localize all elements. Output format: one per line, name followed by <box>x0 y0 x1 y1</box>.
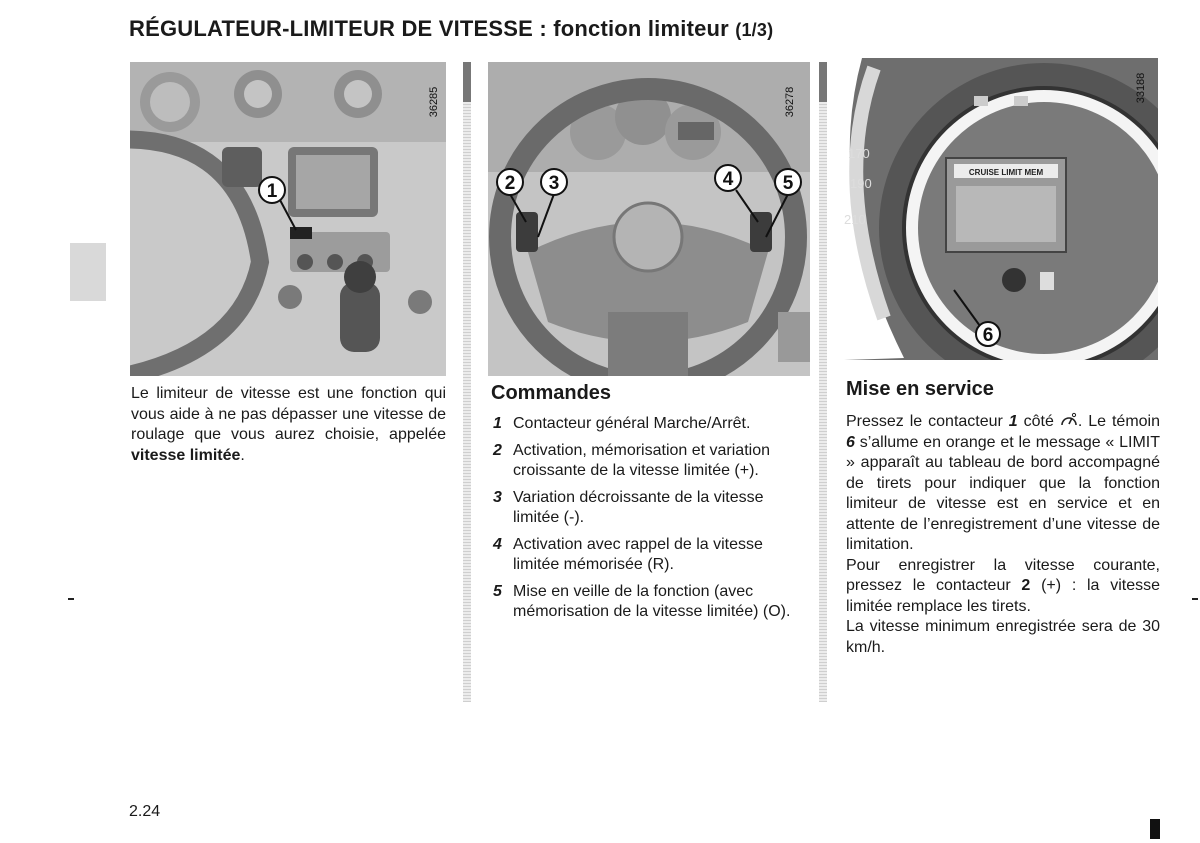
item-number: 4 <box>493 535 502 553</box>
item-text: Mise en veille de la fonction (avec mémorisation de la vitesse limitée) (O). <box>513 582 791 620</box>
list-item <box>491 535 811 576</box>
margin-mark-right <box>1192 598 1198 600</box>
title-part: (1/3) <box>735 20 774 40</box>
mise-en-service-p1 <box>846 412 1160 556</box>
dial-mark-170: 170 <box>848 146 870 161</box>
callout-5: 5 <box>782 173 794 194</box>
intro-period: . <box>240 446 245 464</box>
figure-id-33188: 33188 <box>1135 72 1147 104</box>
column-separator-1 <box>463 62 471 702</box>
p1-ref-1: 1 <box>1008 413 1018 430</box>
mise-en-service-heading: Mise en service <box>846 378 994 400</box>
section-tab <box>70 243 106 301</box>
item-number: 3 <box>493 488 502 506</box>
mise-en-service-text <box>846 412 1160 658</box>
title-main: RÉGULATEUR-LIMITEUR DE VITESSE : fonction limiteur <box>129 16 729 41</box>
callout-6: 6 <box>982 325 994 346</box>
list-item <box>491 488 811 529</box>
limiter-speedometer-icon <box>1060 412 1078 428</box>
dial-mark-210: 210 <box>844 212 866 227</box>
item-number: 5 <box>493 582 502 600</box>
column-separator-2 <box>819 62 827 702</box>
item-number: 1 <box>493 415 502 432</box>
item-text: Activation avec rappel de la vitesse limitée mémorisée (R). <box>513 535 763 573</box>
p1-text-d: s’allume en orange et le message « LIMIT » apparaît au tableau de bord accompagné de tirets pour indiquer que la fonction limiteur de vitesse est en service et en attente de l’enregistrement d’une vitesse de limitation. <box>846 433 1160 553</box>
end-of-section-marker <box>1150 819 1160 839</box>
callout-1: 1 <box>266 181 278 202</box>
p2-ref-2: 2 <box>1021 577 1031 594</box>
figure-id-36278: 36278 <box>784 86 796 118</box>
dial-mark-190: 190 <box>850 176 872 191</box>
margin-mark-left <box>68 598 74 600</box>
p1-ref-6: 6 <box>846 433 855 451</box>
callout-3: 3 <box>548 173 560 194</box>
commandes-list <box>491 414 811 629</box>
item-text: Variation décroissante de la vitesse limitée (-). <box>513 488 764 526</box>
list-item <box>491 414 811 435</box>
p1-text-c: . Le témoin <box>1077 413 1160 430</box>
p2-text-a: Pour enregistrer la vitesse courante, pressez le contacteur <box>846 556 1160 594</box>
callout-4: 4 <box>722 169 734 190</box>
cluster-display-text: CRUISE LIMIT MEM <box>968 168 1044 177</box>
item-text: Activation, mémorisation et variation croissante de la vitesse limitée (+). <box>513 441 770 479</box>
p1-text-b: côté <box>1017 413 1060 430</box>
page-number: 2.24 <box>129 803 161 820</box>
list-item <box>491 582 811 623</box>
intro-text: Le limiteur de vitesse est une fonction qui vous aide à ne pas dépasser une vitesse de roulage que vous aurez choisie, appelée <box>131 385 446 443</box>
list-item <box>491 441 811 482</box>
intro-paragraph <box>131 384 446 466</box>
figure-dashboard-console <box>130 62 446 376</box>
p1-text-a: Pressez le contacteur <box>846 413 1009 430</box>
page-title <box>129 16 773 42</box>
mise-en-service-p3: La vitesse minimum enregistrée sera de 30 km/h. <box>846 618 1160 656</box>
commandes-heading: Commandes <box>491 382 612 404</box>
p2-text-b: (+) : la vitesse limitée remplace les tirets. <box>846 577 1160 615</box>
figure-steering-wheel <box>488 62 810 376</box>
mise-en-service-p2 <box>846 556 1160 618</box>
item-text: Contacteur général Marche/Arrêt. <box>513 415 751 432</box>
figure-instrument-cluster <box>844 58 1158 360</box>
figure-id-36285: 36285 <box>428 86 440 118</box>
callout-2: 2 <box>504 173 516 194</box>
item-number: 2 <box>493 441 502 459</box>
intro-bold-term: vitesse limitée <box>131 446 241 464</box>
